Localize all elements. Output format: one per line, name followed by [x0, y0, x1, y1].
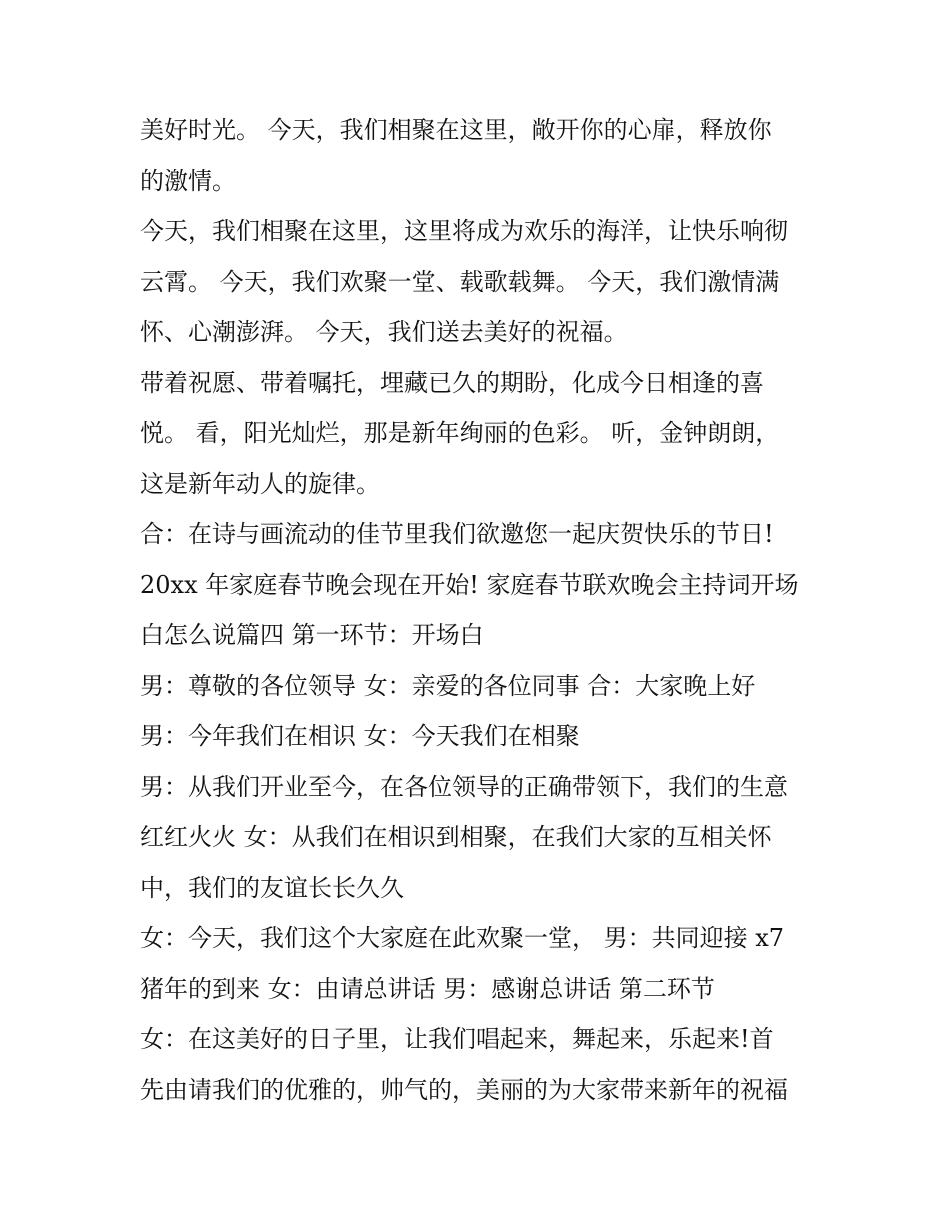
text-line: 悦。 看，阳光灿烂，那是新年绚丽的色彩。 听，金钟朗朗， — [140, 419, 780, 447]
text-line: 红红火火 女：从我们在相识到相聚，在我们大家的互相关怀 — [140, 823, 772, 851]
text-line: 20xx 年家庭春节晚会现在开始! 家庭春节联欢晚会主持词开场 — [140, 570, 799, 599]
text-line: 合：在诗与画流动的佳节里我们欲邀您一起庆贺快乐的节日! — [140, 520, 774, 548]
text-line: 女：在这美好的日子里，让我们唱起来，舞起来，乐起来!首 — [140, 1025, 774, 1053]
text-line: 中，我们的友谊长长久久 — [140, 873, 404, 902]
text-line: 猪年的到来 女：由请总讲话 男：感谢总讲话 第二环节 — [140, 974, 715, 1003]
text-line: 的激情。 — [140, 166, 236, 195]
text-line: 这是新年动人的旋律。 — [140, 469, 380, 498]
text-line: 先由请我们的优雅的，帅气的，美丽的为大家带来新年的祝福 — [140, 1075, 788, 1104]
text-line: 带着祝愿、带着嘱托，埋藏已久的期盼，化成今日相逢的喜 — [140, 368, 764, 397]
text-line: 怀、心潮澎湃。 今天，我们送去美好的祝福。 — [140, 318, 628, 346]
text-line: 白怎么说篇四 第一环节：开场白 — [140, 621, 484, 649]
text-line: 美好时光。 今天，我们相聚在这里，敞开你的心扉，释放你 — [140, 116, 772, 144]
document-body — [140, 105, 830, 1115]
text-line: 男：今年我们在相识 女：今天我们在相聚 — [140, 722, 580, 750]
text-line: 男：尊敬的各位领导 女：亲爱的各位同事 合：大家晚上好 — [140, 671, 756, 700]
text-line: 男：从我们开业至今，在各位领导的正确带领下，我们的生意 — [140, 772, 788, 801]
text-line: 云霄。 今天，我们欢聚一堂、载歌载舞。 今天，我们激情满 — [140, 267, 780, 296]
text-line: 女：今天，我们这个大家庭在此欢聚一堂， 男：共同迎接 x7 — [140, 924, 785, 952]
text-line: 今天，我们相聚在这里，这里将成为欢乐的海洋，让快乐响彻 — [140, 217, 788, 245]
